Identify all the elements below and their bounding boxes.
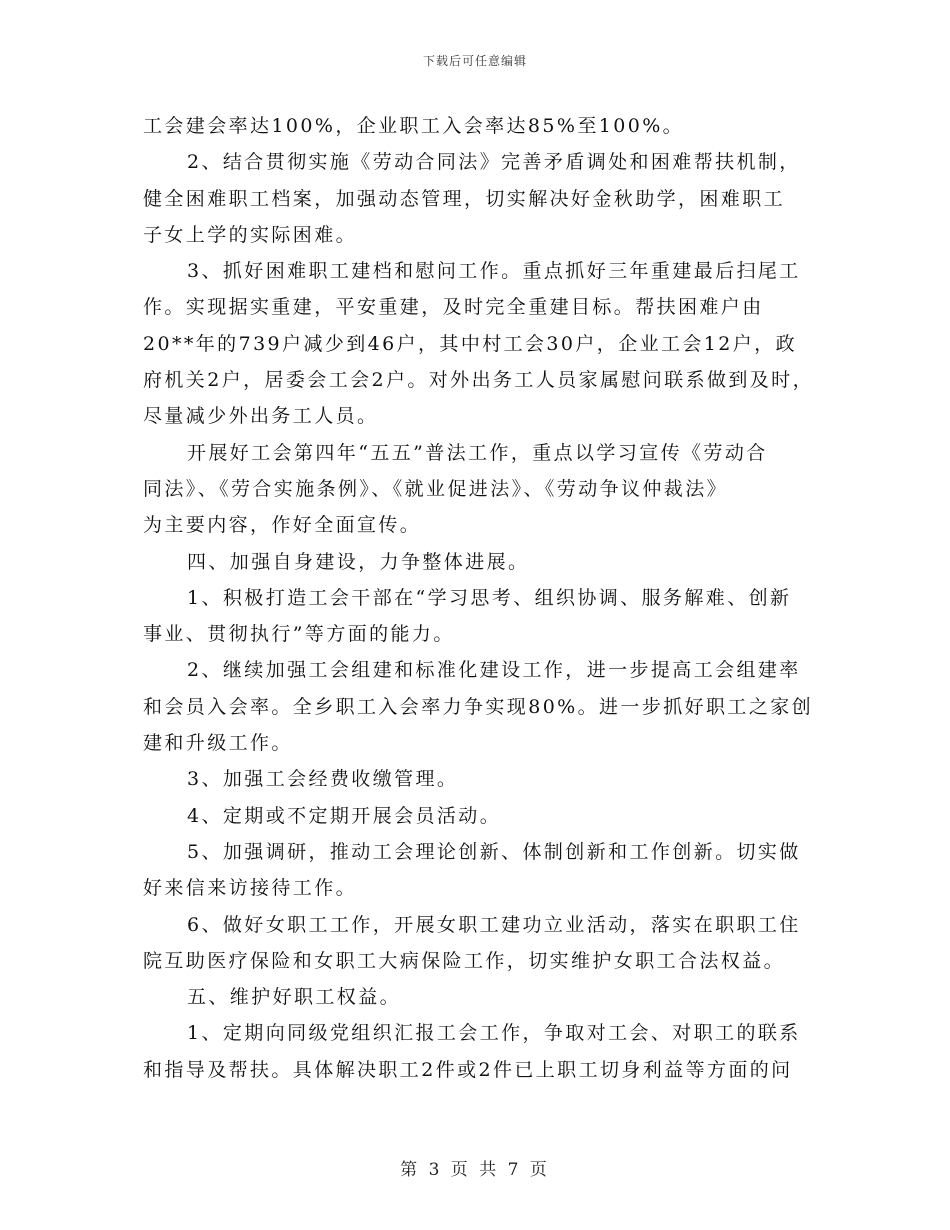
- page-number-footer: 第 3 页 共 7 页: [400, 1160, 550, 1180]
- paragraph-line: 和会员入会率。全乡职工入会率力争实现80%。进一步抓好职工之家创: [143, 695, 814, 718]
- paragraph-line: 府机关2户，居委会工会2户。对外出务工人员家属慰问联系做到及时，: [143, 369, 814, 392]
- paragraph-line: 1、积极打造工会干部在“学习思考、组织协调、服务解难、创新: [187, 586, 792, 609]
- paragraph-line: 子女上学的实际困难。: [143, 223, 358, 246]
- paragraph-line: 作。实现据实重建，平安重建，及时完全重建目标。帮扶困难户由: [143, 296, 764, 319]
- paragraph-line: 开展好工会第四年“五五”普法工作，重点以学习宣传《劳动合: [187, 441, 768, 464]
- paragraph-line: 2、继续加强工会组建和标准化建设工作，进一步提高工会组建率: [187, 659, 801, 682]
- paragraph-line: 20**年的739户减少到46户，其中村工会30户，企业工会12户，政: [143, 332, 797, 355]
- paragraph-line: 建和升级工作。: [143, 732, 293, 755]
- paragraph-line: 2、结合贯彻实施《劳动合同法》完善矛盾调处和困难帮扶机制，: [187, 151, 801, 174]
- paragraph-line: 事业、贯彻执行”等方面的能力。: [143, 623, 455, 646]
- page-header: 下载后可任意编辑: [422, 54, 527, 68]
- paragraph-line: 为主要内容，作好全面宣传。: [143, 514, 422, 537]
- section-heading: 四、加强自身建设，力争整体进展。: [187, 550, 530, 573]
- paragraph-line: 工会建会率达100%，企业职工入会率达85%至100%。: [143, 115, 685, 137]
- paragraph-line: 同法》、《劳合实施条例》、《就业促进法》、《劳动争议仲裁法》: [143, 477, 729, 500]
- paragraph-line: 院互助医疗保险和女职工大病保险工作，切实维护女职工合法权益。: [143, 949, 786, 972]
- paragraph-line: 6、做好女职工工作，开展女职工建功立业活动，落实在职职工住: [187, 913, 801, 936]
- paragraph-line: 5、加强调研，推动工会理论创新、体制创新和工作创新。切实做: [187, 840, 801, 863]
- paragraph-line: 3、抓好困难职工建档和慰问工作。重点抓好三年重建最后扫尾工: [187, 260, 801, 283]
- paragraph-line: 尽量减少外出务工人员。: [143, 405, 379, 428]
- paragraph-line: 和指导及帮扶。具体解决职工2件或2件已上职工切身利益等方面的问: [143, 1058, 793, 1081]
- paragraph-line: 4、定期或不定期开展会员活动。: [187, 804, 502, 827]
- paragraph-line: 健全困难职工档案，加强动态管理，切实解决好金秋助学，困难职工: [143, 187, 786, 210]
- paragraph-line: 1、定期向同级党组织汇报工会工作，争取对工会、对职工的联系: [187, 1022, 801, 1045]
- document-body: [143, 108, 833, 1088]
- paragraph-line: 3、加强工会经费收缴管理。: [187, 768, 459, 791]
- paragraph-line: 好来信来访接待工作。: [143, 877, 358, 900]
- section-heading: 五、维护好职工权益。: [187, 986, 402, 1009]
